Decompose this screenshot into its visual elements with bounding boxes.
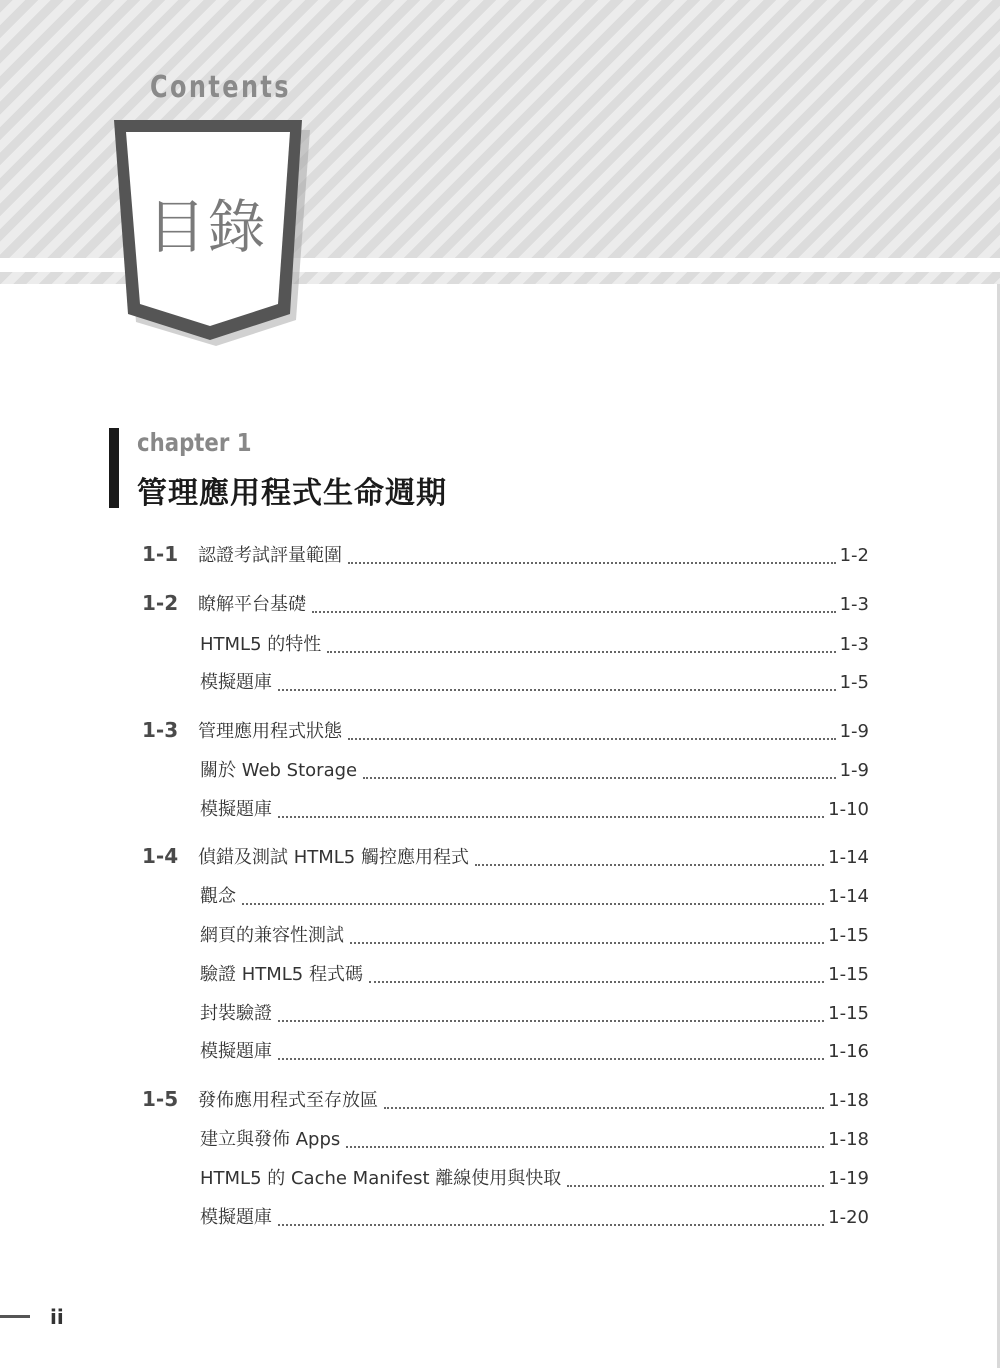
toc-entry[interactable] xyxy=(142,590,869,618)
dot-leader xyxy=(475,864,824,866)
toc-entry[interactable] xyxy=(142,843,869,871)
entry-title: 瞭解平台基礎 xyxy=(198,594,306,615)
footer-rule xyxy=(0,1315,30,1318)
entry-title: 認證考試評量範圍 xyxy=(198,545,342,566)
entry-title: 管理應用程式狀態 xyxy=(198,721,342,742)
page-ref: 1-18 xyxy=(828,1090,869,1111)
dot-leader xyxy=(348,562,836,564)
dot-leader xyxy=(348,738,836,740)
toc-subentry[interactable] xyxy=(142,795,869,823)
section-number: 1-4 xyxy=(142,844,179,868)
contents-label: Contents xyxy=(150,70,291,105)
entry-title: 關於 Web Storage xyxy=(200,760,358,781)
chapter-title: 管理應用程式生命週期 xyxy=(137,476,447,511)
page-ref: 1-16 xyxy=(828,1041,869,1062)
toc-title: 目錄 xyxy=(147,193,268,261)
dot-leader xyxy=(350,942,824,944)
page-ref: 1-15 xyxy=(828,1003,869,1024)
entry-title: 偵錯及測試 HTML5 觸控應用程式 xyxy=(198,847,469,868)
dot-leader xyxy=(567,1185,824,1187)
entry-title: 觀念 xyxy=(200,886,236,907)
section-number: 1-1 xyxy=(142,542,179,566)
toc-subentry[interactable] xyxy=(142,1164,869,1192)
dot-leader xyxy=(363,777,835,779)
entry-title: 模擬題庫 xyxy=(200,672,272,693)
section-number: 1-2 xyxy=(142,591,179,615)
entry-title: 模擬題庫 xyxy=(200,1207,272,1228)
entry-title: 模擬題庫 xyxy=(200,1041,272,1062)
toc-subentry[interactable] xyxy=(142,630,869,658)
dot-leader xyxy=(278,816,824,818)
toc-subentry[interactable] xyxy=(142,960,869,988)
page-number: ii xyxy=(50,1305,64,1329)
toc-subentry[interactable] xyxy=(142,921,869,949)
dot-leader xyxy=(327,651,835,653)
page-ref: 1-14 xyxy=(828,886,869,907)
entry-title: 驗證 HTML5 程式碼 xyxy=(200,964,363,985)
page-ref: 1-3 xyxy=(839,594,869,615)
page-ref: 1-5 xyxy=(839,672,869,693)
dot-leader xyxy=(278,689,836,691)
page-ref: 1-20 xyxy=(828,1207,869,1228)
page-ref: 1-15 xyxy=(828,964,869,985)
toc-entry[interactable] xyxy=(142,717,869,745)
toc-entry[interactable] xyxy=(142,541,869,569)
page-ref: 1-9 xyxy=(839,760,869,781)
toc-subentry[interactable] xyxy=(142,756,869,784)
entry-title: 網頁的兼容性測試 xyxy=(200,925,344,946)
chapter-label: chapter 1 xyxy=(137,428,252,457)
page-ref: 1-9 xyxy=(839,721,869,742)
page-ref: 1-3 xyxy=(839,634,869,655)
toc-subentry[interactable] xyxy=(142,999,869,1027)
chapter-marker-bar xyxy=(109,428,119,508)
page-ref: 1-2 xyxy=(839,545,869,566)
page-ref: 1-10 xyxy=(828,799,869,820)
dot-leader xyxy=(278,1058,824,1060)
dot-leader xyxy=(369,981,824,983)
page-ref: 1-15 xyxy=(828,925,869,946)
dot-leader xyxy=(242,903,824,905)
entry-title: 模擬題庫 xyxy=(200,799,272,820)
page-ref: 1-14 xyxy=(828,847,869,868)
toc-subentry[interactable] xyxy=(142,1203,869,1231)
section-number: 1-3 xyxy=(142,718,179,742)
page-ref: 1-19 xyxy=(828,1168,869,1189)
entry-title: HTML5 的 Cache Manifest 離線使用與快取 xyxy=(200,1168,562,1189)
toc-subentry[interactable] xyxy=(142,1125,869,1153)
entry-title: 建立與發佈 Apps xyxy=(200,1129,341,1150)
entry-title: 封裝驗證 xyxy=(200,1003,272,1024)
page-ref: 1-18 xyxy=(828,1129,869,1150)
toc-subentry[interactable] xyxy=(142,668,869,696)
dot-leader xyxy=(278,1020,824,1022)
toc-entry[interactable] xyxy=(142,1086,869,1114)
toc-subentry[interactable] xyxy=(142,882,869,910)
dot-leader xyxy=(346,1146,824,1148)
section-number: 1-5 xyxy=(142,1087,179,1111)
dot-leader xyxy=(312,611,836,613)
dot-leader xyxy=(278,1224,824,1226)
entry-title: HTML5 的特性 xyxy=(200,634,322,655)
dot-leader xyxy=(384,1107,824,1109)
toc-subentry[interactable] xyxy=(142,1037,869,1065)
entry-title: 發佈應用程式至存放區 xyxy=(198,1090,378,1111)
